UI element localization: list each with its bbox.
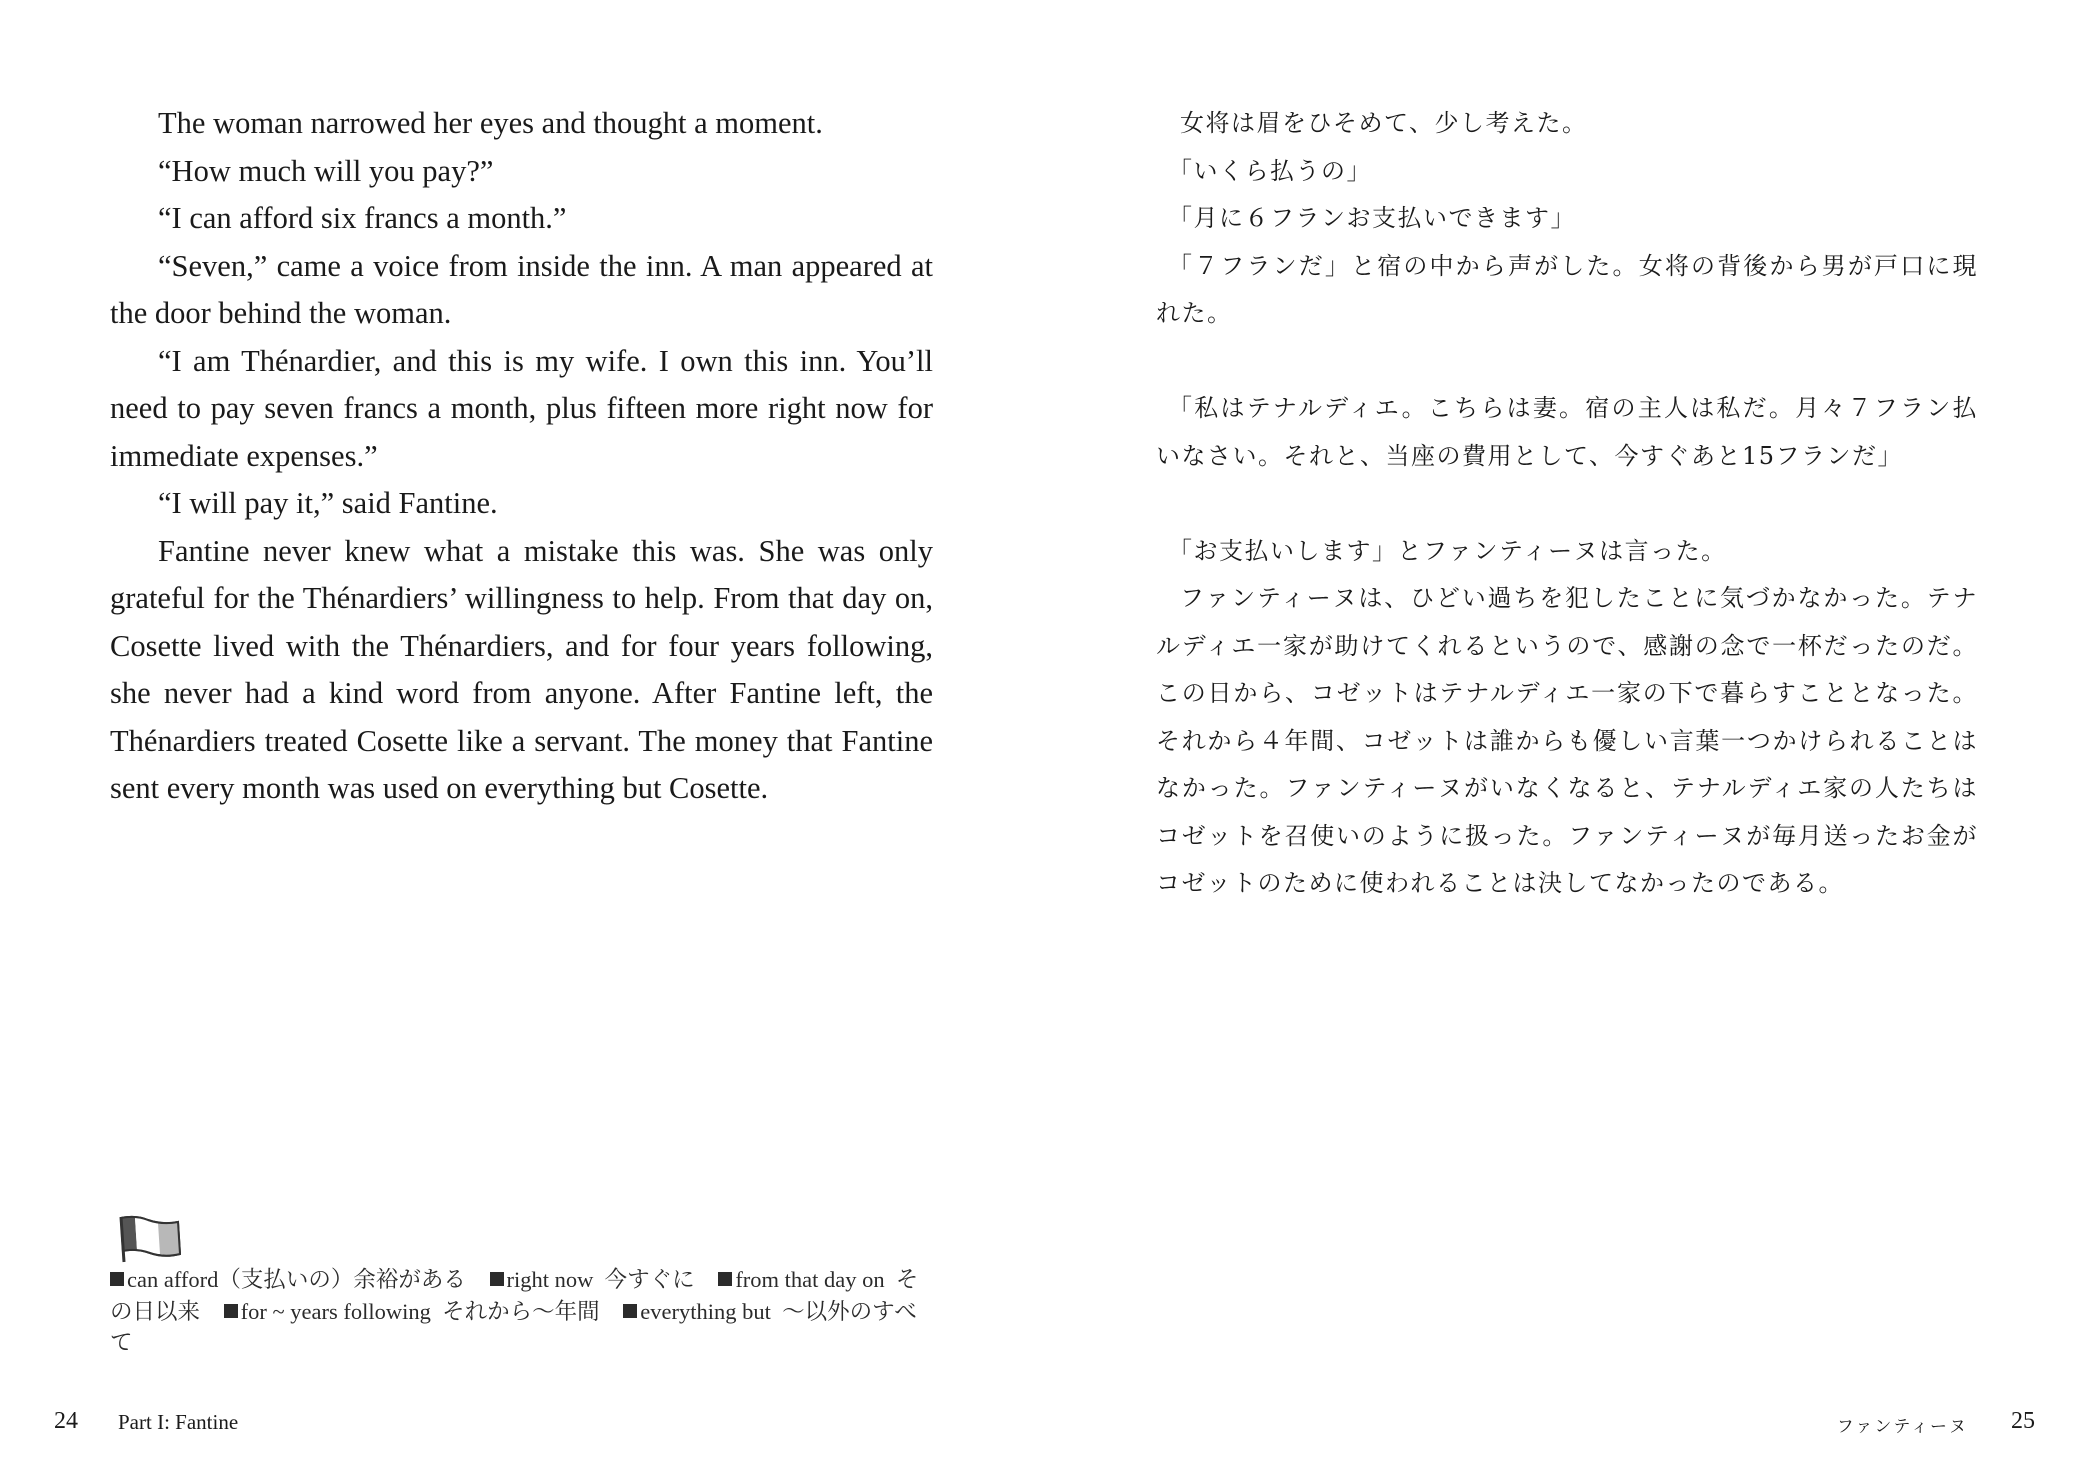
- right-running-head: ファンティーヌ: [1836, 1417, 1968, 1437]
- left-page-number: 24: [54, 1408, 78, 1434]
- en-paragraph-1: The woman narrowed her eyes and thought a moment.: [158, 106, 823, 140]
- bullet-square-icon: [718, 1272, 732, 1286]
- jp-paragraph-6: 「お支払いします」とファンティーヌは言った。: [1168, 536, 1727, 565]
- jp-paragraph-5: 「私はテナルディエ。こちらは妻。宿の主人は私だ。月々７フラン払いなさい。それと、当座の費用として、今すぐあと15フランだ」: [1156, 394, 1978, 470]
- vocab-meaning: （支払いの）余裕がある: [218, 1267, 466, 1292]
- bullet-square-icon: [110, 1272, 124, 1286]
- vocab-meaning: それから～年間: [442, 1298, 600, 1324]
- jp-paragraph-3: 「月に６フランお支払いできます」: [1168, 204, 1576, 232]
- vocab-term: from that day on: [735, 1267, 885, 1292]
- vocab-meaning: ～以外のすべて: [110, 1298, 917, 1355]
- vocab-meaning: その日以来: [110, 1267, 919, 1324]
- vocab-entry: [490, 1267, 695, 1292]
- jp-paragraph-7: ファンティーヌは、ひどい過ちを犯したことに気づかなかった。テナルディエ一家が助けてくれるというので、感謝の念で一杯だったのだ。この日から、コゼットはテナルディエ一家の下で暮らすこととなった。それから４年間、コゼットは誰からも優しい言葉一つかけられることはなかった。ファンティーヌがいなくなると、テナルディエ家の人たちはコゼットを召使いのように扱った。ファンティーヌが毎月送ったお金がコゼットのために使われることは決してなかったのである。: [1156, 584, 1978, 897]
- en-paragraph-2: “How much will you pay?”: [158, 153, 494, 188]
- en-paragraph-4: “Seven,” came a voice from inside the inn. A man appeared at the door behind the woman.: [110, 248, 933, 330]
- left-running-head: Part I: Fantine: [118, 1410, 239, 1434]
- vocabulary-notes: [110, 1264, 935, 1359]
- bullet-square-icon: [623, 1304, 637, 1318]
- english-text: [110, 100, 933, 813]
- vocab-entry: [224, 1299, 600, 1324]
- japanese-text: [1156, 100, 1978, 908]
- bullet-square-icon: [224, 1304, 238, 1318]
- vocab-entry: [110, 1267, 466, 1292]
- vocab-meaning: 今すぐに: [604, 1267, 695, 1292]
- en-paragraph-5: “I am Thénardier, and this is my wife. I own this inn. You’ll need to pay seven francs a month, plus fifteen more right now for immediate expenses.”: [110, 343, 933, 473]
- vocab-term: everything but: [640, 1298, 771, 1324]
- flag-icon: [118, 1214, 182, 1264]
- right-page-number: 25: [2011, 1408, 2035, 1434]
- bullet-square-icon: [490, 1272, 504, 1286]
- en-paragraph-3: “I can afford six francs a month.”: [158, 201, 567, 235]
- jp-paragraph-1: 女将は眉をひそめて、少し考えた。: [1180, 109, 1588, 137]
- jp-paragraph-2: 「いくら払うの」: [1168, 156, 1372, 185]
- jp-paragraph-4: 「７フランだ」と宿の中から声がした。女将の背後から男が戸口に現れた。: [1156, 251, 1978, 327]
- vocab-term: for ~ years following: [240, 1298, 431, 1324]
- en-paragraph-6: “I will pay it,” said Fantine.: [158, 486, 498, 520]
- vocab-term: can afford: [127, 1267, 219, 1292]
- vocab-term: right now: [506, 1267, 594, 1292]
- en-paragraph-7: Fantine never knew what a mistake this was. She was only grateful for the Thénardiers’ willingness to help. From that day on, Cosette lived with the Thénardiers, and for four years following, she never had a kind word from anyone. After Fantine left, the Thénardiers treated Cosette like a servant. The money that Fantine sent every month was used on everything but Cosette.: [110, 533, 933, 805]
